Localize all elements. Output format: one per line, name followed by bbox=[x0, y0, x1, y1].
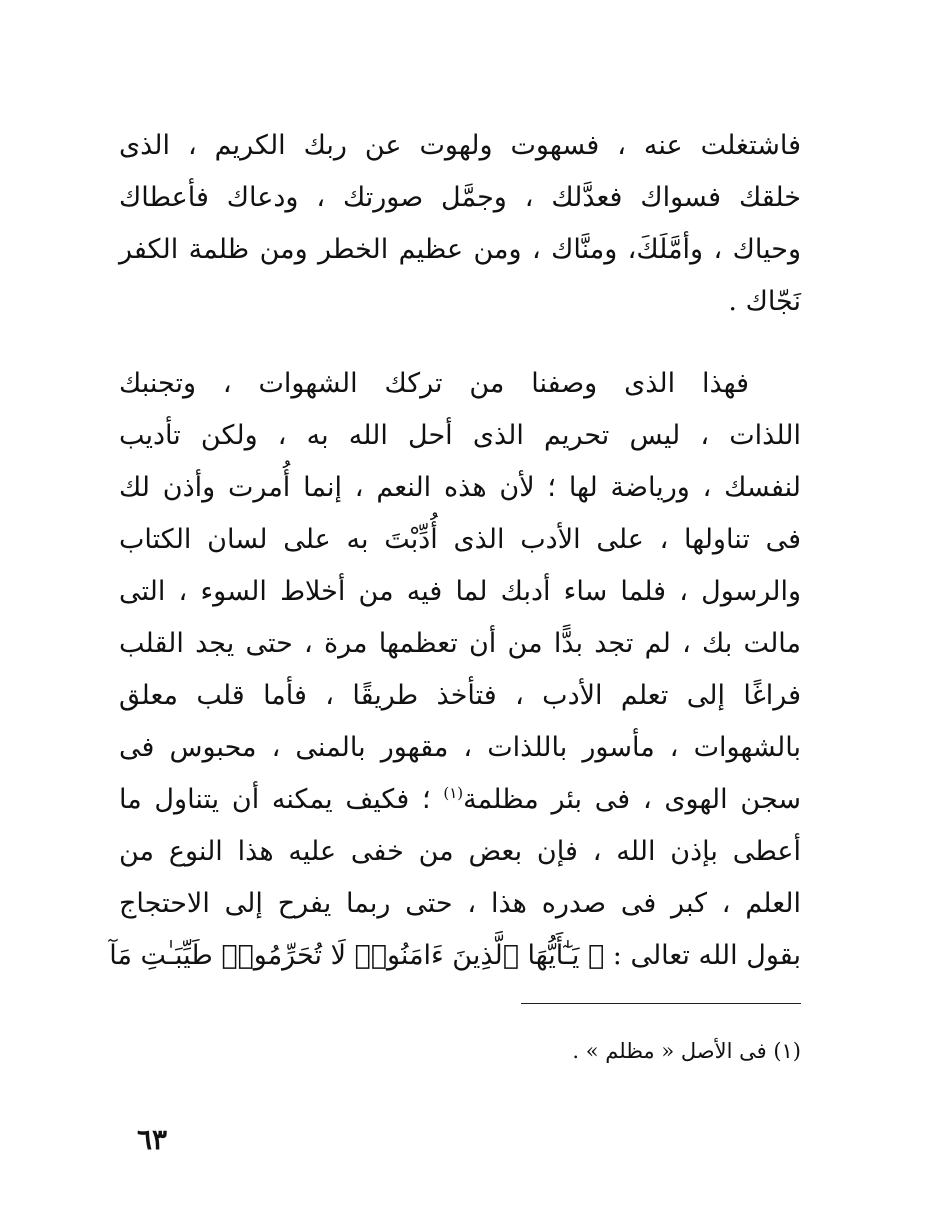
footnote-marker[interactable]: (١) bbox=[443, 784, 464, 802]
text-line: فاشتغلت عنه ، فسهوت ولهوت عن ربك الكريم ، الذى bbox=[119, 130, 801, 161]
paragraph-2 bbox=[109, 358, 801, 982]
text-line: وحياك ، وأمَّلَكَ، ومنَّاك ، ومن عظيم الخطر ومن ظلمة الكفر bbox=[119, 234, 801, 265]
page-number: ٦٣ bbox=[137, 1123, 168, 1156]
text-line: العلم ، كبر فى صدره هذا ، حتى ربما يفرح إلى الاحتجاج bbox=[119, 888, 801, 919]
text-line: فهذا الذى وصفنا من تركك الشهوات ، وتجنبك bbox=[119, 368, 749, 399]
text-line: اللذات ، ليس تحريم الذى أحل الله به ، ولكن تأديب bbox=[119, 420, 801, 451]
text-line: والرسول ، فلما ساء أدبك لما فيه من أخلاط السوء ، التى bbox=[119, 576, 801, 607]
text-line: نَجّاك . bbox=[728, 286, 801, 317]
footnote: (١) فى الأصل « مظلم » . bbox=[572, 1039, 801, 1063]
quran-verse-line: بقول الله تعالى : ﴿ يَـٰٓأَيُّهَا ٱلَّذِينَ ءَامَنُوا۟ لَا تُحَرِّمُوا۟ طَيِّبَـٰتِ مَآ bbox=[109, 940, 801, 971]
text-line: فى تناولها ، على الأدب الذى أُدِّبْتَ به على لسان الكتاب bbox=[119, 524, 801, 555]
text-line: مالت بك ، لم تجد بدًّا من أن تعظمها مرة ، حتى يجد القلب bbox=[119, 628, 801, 659]
paragraph-1 bbox=[119, 120, 801, 328]
text-line: فراغًا إلى تعلم الأدب ، فتأخذ طريقًا ، فأما قلب معلق bbox=[119, 680, 801, 711]
text-line: أعطى بإذن الله ، فإن بعض من خفى عليه هذا النوع من bbox=[119, 836, 801, 867]
text-line: بالشهوات ، مأسور باللذات ، مقهور بالمنى ، محبوس فى bbox=[119, 732, 801, 763]
footnote-divider bbox=[521, 1003, 801, 1004]
text-line-with-note bbox=[119, 774, 801, 826]
text-line: لنفسك ، ورياضة لها ؛ لأن هذه النعم ، إنما أُمرت وأذن لك bbox=[119, 472, 801, 503]
text-line: خلقك فسواك فعدَّلك ، وجمَّل صورتك ، ودعاك فأعطاك bbox=[119, 182, 801, 213]
text-segment: ؛ فكيف يمكنه أن يتناول ما bbox=[119, 784, 431, 815]
text-segment: سجن الهوى ، فى بئر مظلمة bbox=[463, 784, 801, 815]
